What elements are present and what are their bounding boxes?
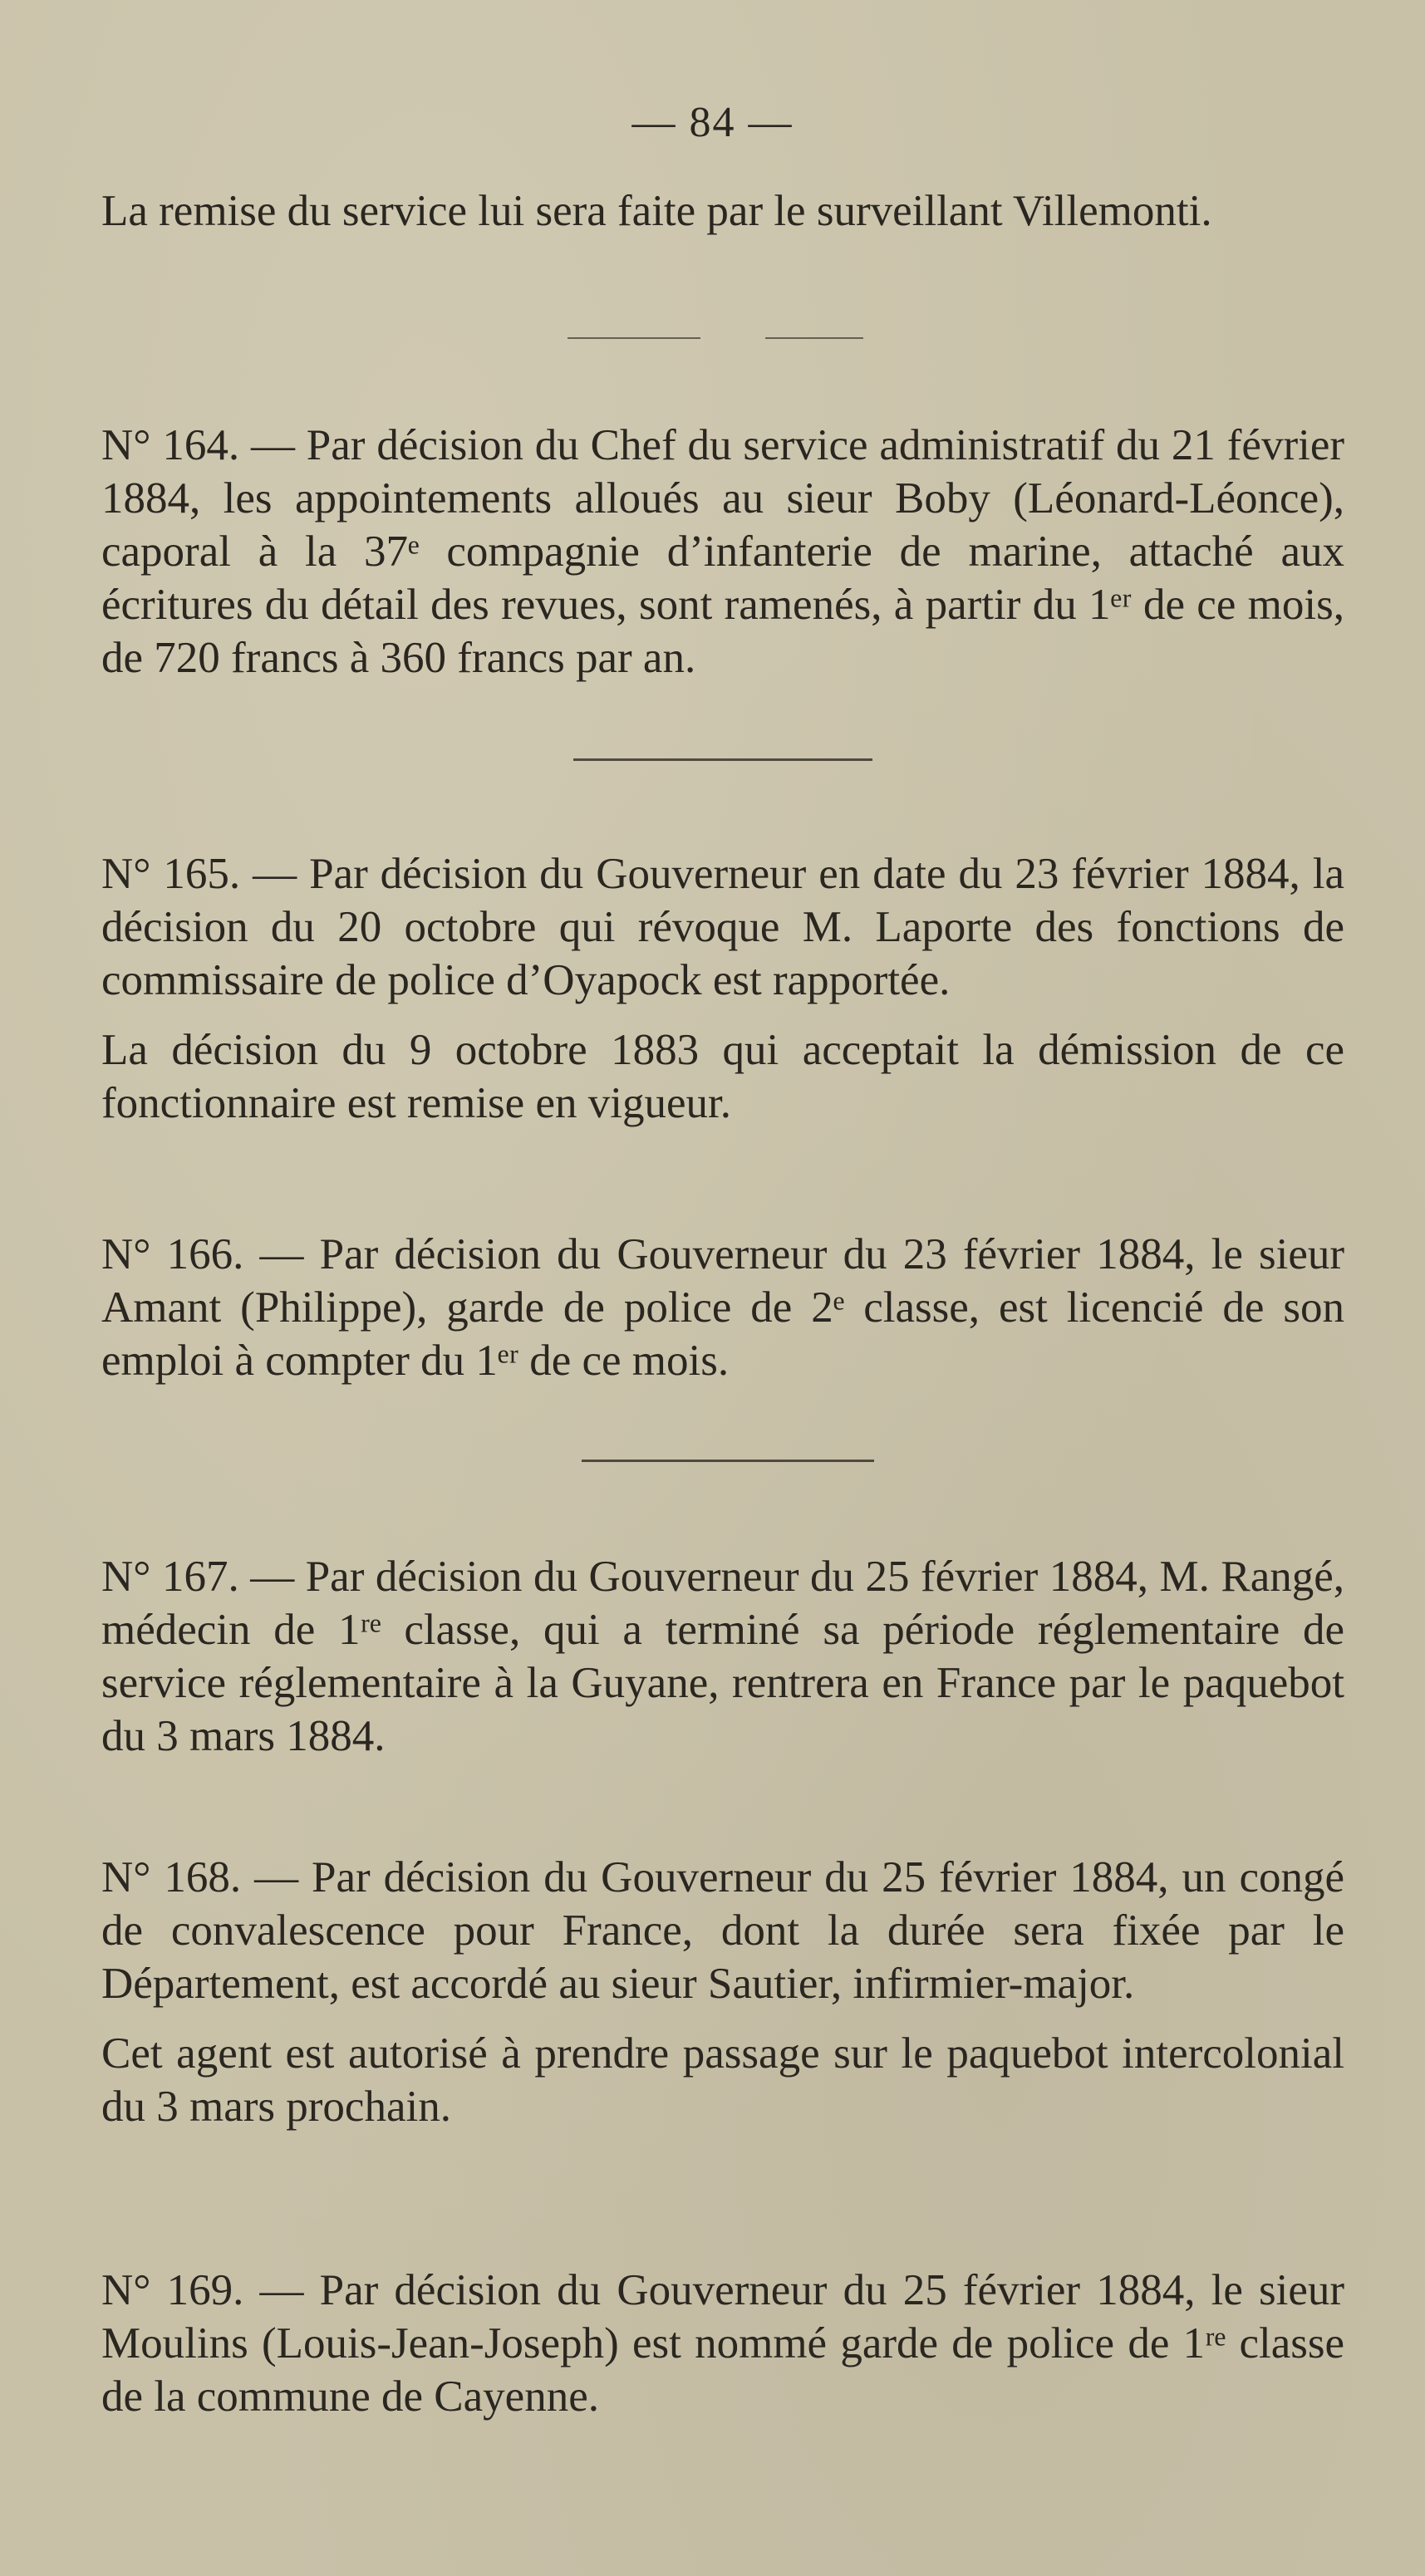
separator-rule	[568, 337, 700, 339]
section-169	[101, 2264, 1344, 2423]
section-166	[101, 1228, 1344, 1387]
section-167	[101, 1550, 1344, 1763]
separator-rule	[765, 337, 863, 339]
paragraph-166: N° 166. — Par décision du Gouverneur du 23 février 1884, le sieur Amant (Philippe), garde de police de 2ᵉ classe, est licencié de son emploi à compter du 1ᵉʳ de ce mois.	[101, 1230, 1344, 1385]
paragraph-168-1: N° 168. — Par décision du Gouverneur du 25 février 1884, un congé de convalescence pour France, dont la durée sera fixée par le Département, est accordé au sieur Sautier, infirmier-major.	[101, 1853, 1344, 2008]
page-number: — 84 —	[631, 99, 794, 146]
paragraph-164: N° 164. — Par décision du Chef du service administratif du 21 février 1884, les appointements alloués au sieur Boby (Léonard-Léonce), caporal à la 37ᵉ compagnie d’infanterie de marine, attaché aux écritures du détail des revues, sont ramenés, à partir du 1ᵉʳ de ce mois, de 720 francs à 360 francs par an.	[101, 421, 1344, 682]
intro-paragraph: La remise du service lui sera faite par le surveillant Villemonti.	[101, 187, 1212, 235]
section-168	[101, 1851, 1344, 2133]
separator-rule	[582, 1460, 874, 1462]
section-165	[101, 847, 1344, 1130]
section-164	[101, 419, 1344, 684]
paragraph-165-1: N° 165. — Par décision du Gouverneur en date du 23 février 1884, la décision du 20 octobre qui révoque M. Laporte des fonctions de commissaire de police d’Oyapock est rapportée.	[101, 850, 1344, 1004]
paragraph-167: N° 167. — Par décision du Gouverneur du 25 février 1884, M. Rangé, médecin de 1ʳᵉ classe, qui a terminé sa période réglementaire de service réglementaire à la Guyane, rentrera en France par le paquebot du 3 mars 1884.	[101, 1553, 1344, 1760]
paragraph-168-2: Cet agent est autorisé à prendre passage sur le paquebot intercolonial du 3 mars prochain.	[101, 2029, 1344, 2131]
paragraph-169: N° 169. — Par décision du Gouverneur du 25 février 1884, le sieur Moulins (Louis-Jean-Joseph) est nommé garde de police de 1ʳᵉ classe de la commune de Cayenne.	[101, 2266, 1344, 2421]
paragraph-165-2: La décision du 9 octobre 1883 qui acceptait la démission de ce fonctionnaire est remise en vigueur.	[101, 1026, 1344, 1127]
separator-rule	[573, 758, 872, 761]
section-intro	[101, 184, 1344, 238]
